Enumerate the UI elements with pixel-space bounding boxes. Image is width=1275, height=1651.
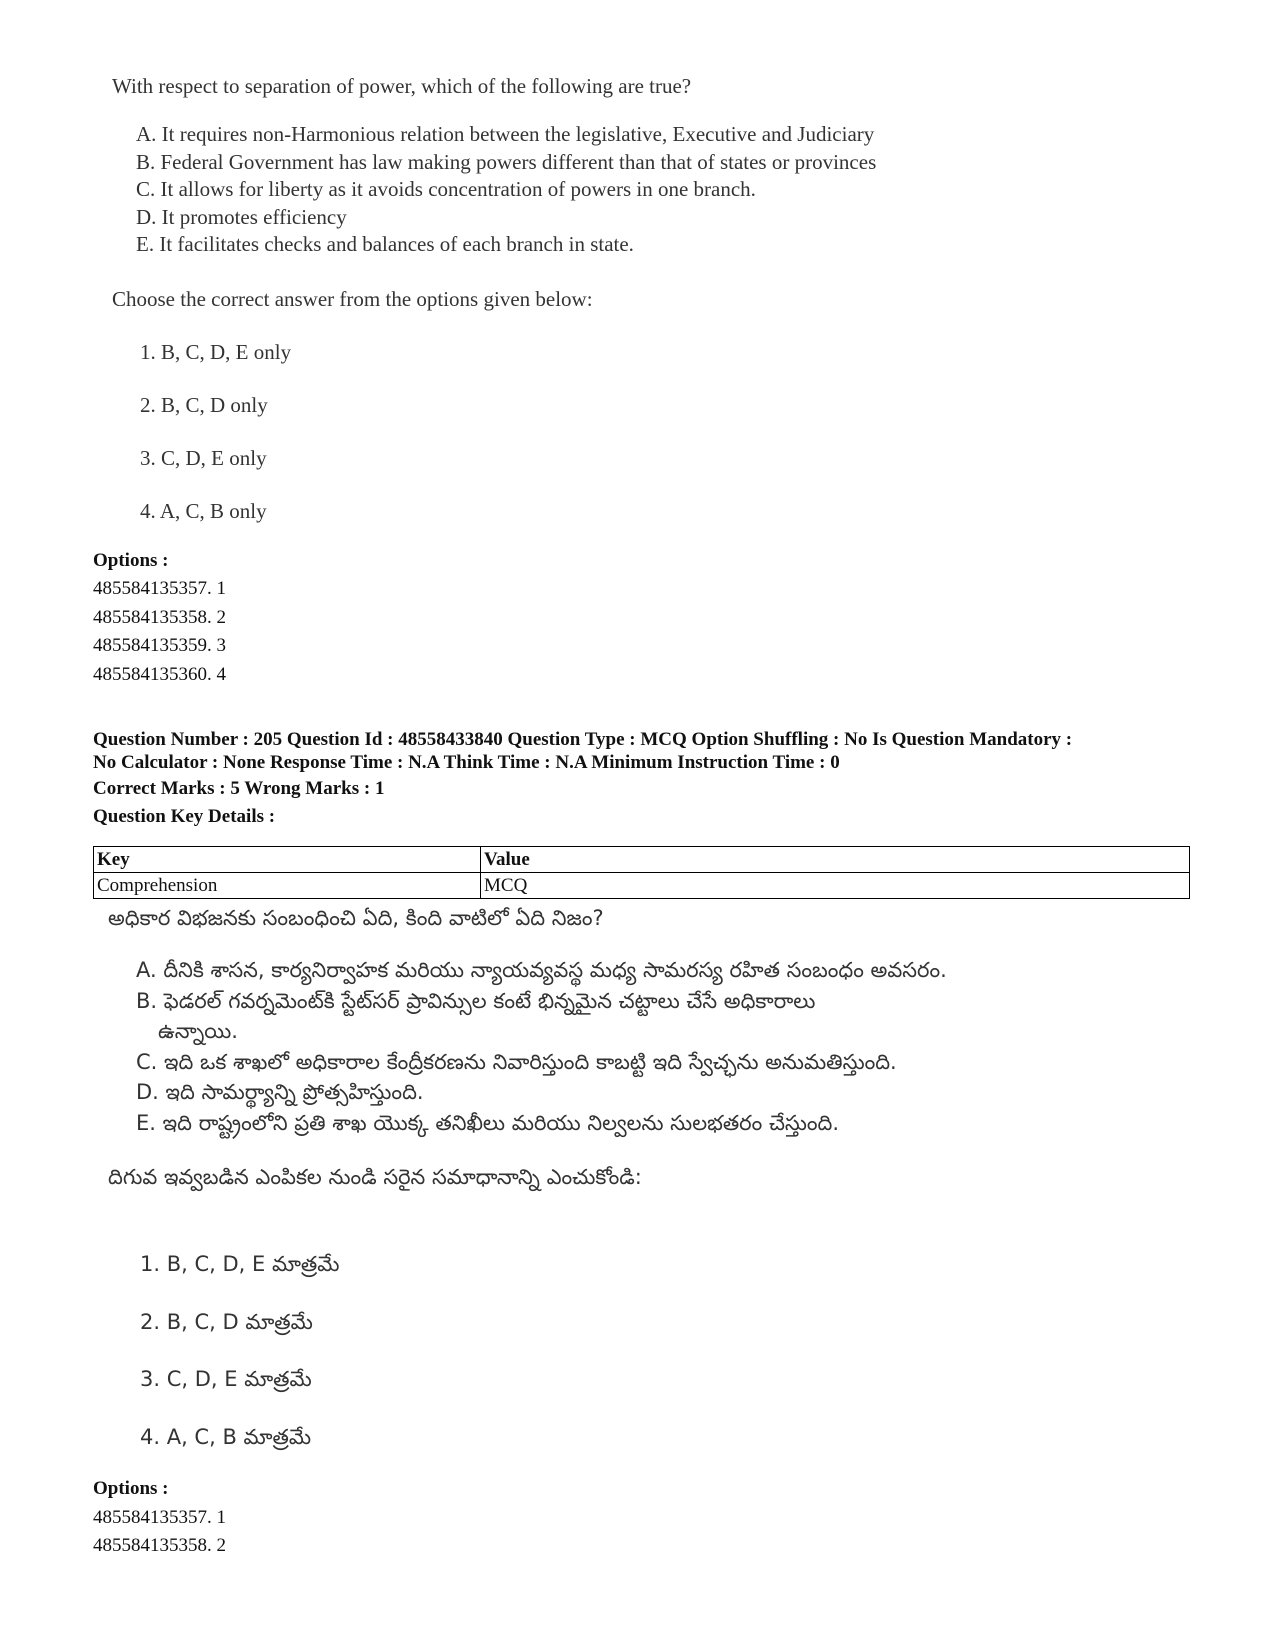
options-label-2: Options : <box>93 1478 169 1499</box>
choice-1: 1. B, C, D, E only <box>140 340 292 364</box>
instruction: Choose the correct answer from the options given below: <box>112 287 593 311</box>
statement-list-telugu <box>136 955 947 1138</box>
statement-d: D. It promotes efficiency <box>136 204 347 229</box>
choice-2-telugu: 2. B, C, D మాత్రమే <box>140 1310 313 1334</box>
statement-c: C. It allows for liberty as it avoids concentration of powers in one branch. <box>136 177 756 201</box>
option-id-3: 485584135359. 3 <box>93 635 226 656</box>
table-row <box>94 873 1190 899</box>
table-header-value: Value <box>481 847 1190 873</box>
statement-b-telugu-cont: ఉన్నాయి. <box>158 1019 238 1043</box>
choice-4: 4. A, C, B only <box>140 499 267 523</box>
statement-b-telugu: B. ఫెడరల్ గవర్నమెంట్‌కి స్టేట్‌సర్ ప్రావిన్సుల కంటే భిన్నమైన చట్టాలు చేసే అధికారాలు <box>136 988 816 1013</box>
key-details-table <box>93 846 1190 899</box>
table-header-row <box>94 847 1190 873</box>
statement-a-telugu: A. దీనికి శాసన, కార్యనిర్వాహక మరియు న్యాయవ్యవస్థ మధ్య సామరస్య రహిత సంబంధం అవసరం. <box>136 958 947 982</box>
option-id-2: 485584135358. 2 <box>93 607 226 628</box>
question-meta <box>93 728 1072 774</box>
choice-3: 3. C, D, E only <box>140 446 267 470</box>
option-id-4: 485584135360. 4 <box>93 664 226 685</box>
statement-a: A. It requires non-Harmonious relation between the legislative, Executive and Judiciary <box>136 122 875 146</box>
statement-e-telugu: E. ఇది రాష్ట్రంలోని ప్రతి శాఖ యొక్క తనిఖీలు మరియు నిల్వలను సులభతరం చేస్తుంది. <box>136 1110 840 1135</box>
statement-d-telugu: D. ఇది సామర్థ్యాన్ని ప్రోత్సహిస్తుంది. <box>136 1080 424 1104</box>
statement-e: E. It facilitates checks and balances of each branch in state. <box>136 232 634 256</box>
question-stem-telugu: అధికార విభజనకు సంబంధించి ఏది, కింది వాటిలో ఏది నిజం? <box>108 906 604 930</box>
choice-1-telugu: 1. B, C, D, E మాత్రమే <box>140 1252 340 1276</box>
table-cell-value: MCQ <box>481 873 1190 899</box>
choice-2: 2. B, C, D only <box>140 393 268 417</box>
choice-3-telugu: 3. C, D, E మాత్రమే <box>140 1367 312 1391</box>
option-id-1: 485584135357. 1 <box>93 578 226 599</box>
marks-line: Correct Marks : 5 Wrong Marks : 1 <box>93 778 385 799</box>
statement-b: B. Federal Government has law making powers different than that of states or provinces <box>136 149 877 174</box>
choice-4-telugu: 4. A, C, B మాత్రమే <box>140 1425 312 1449</box>
options-label: Options : <box>93 550 169 571</box>
option-id-2-2: 485584135358. 2 <box>93 1535 226 1556</box>
statement-c-telugu: C. ఇది ఒక శాఖలో అధికారాల కేంద్రీకరణను నివారిస్తుంది కాబట్టి ఇది స్వేచ్ఛను అనుమతిస్తుంది. <box>136 1049 897 1074</box>
instruction-telugu: దిగువ ఇవ్వబడిన ఎంపికల నుండి సరైన సమాధానాన్ని ఎంచుకోండి: <box>108 1165 642 1189</box>
table-header-key: Key <box>94 847 481 873</box>
question-stem: With respect to separation of power, which of the following are true? <box>112 74 692 98</box>
table-cell-key: Comprehension <box>94 873 481 899</box>
key-details-label: Question Key Details : <box>93 806 276 827</box>
option-id-2-1: 485584135357. 1 <box>93 1507 226 1528</box>
question-meta-line-1: Question Number : 205 Question Id : 48558433840 Question Type : MCQ Option Shuffling : No Is Question Mandatory : <box>93 729 1073 750</box>
statement-list <box>136 121 876 259</box>
question-meta-line-2: No Calculator : None Response Time : N.A Think Time : N.A Minimum Instruction Time : 0 <box>93 752 840 773</box>
